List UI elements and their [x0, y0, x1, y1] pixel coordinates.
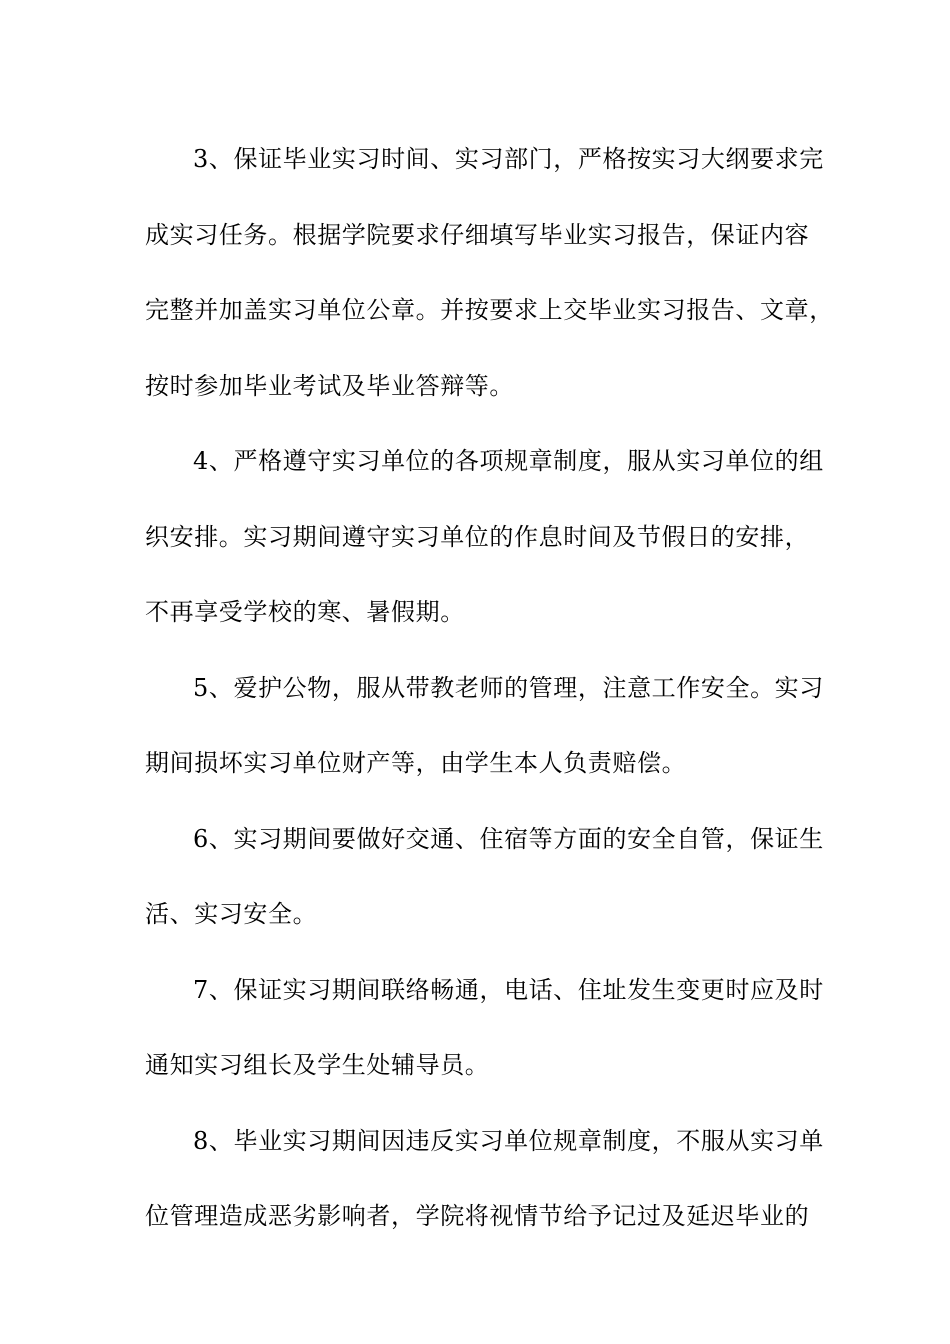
paragraph-3-line-3: 完整并加盖实习单位公章。并按要求上交毕业实习报告、文章，	[145, 296, 834, 324]
paragraph-3-line-4: 按时参加毕业考试及毕业答辩等。	[145, 371, 514, 400]
paragraph-8-line-2: 位管理造成恶劣影响者，学院将视情节给予记过及延迟毕业的	[145, 1202, 810, 1230]
paragraph-5-line-2: 期间损坏实习单位财产等，由学生本人负责赔偿。	[145, 749, 687, 777]
paragraph-7-line-1: 7、保证实习期间联络畅通，电话、住址发生变更时应及时	[193, 975, 824, 1004]
paragraph-4-line-2: 织安排。实习期间遵守实习单位的作息时间及节假日的安排，	[145, 522, 810, 551]
paragraph-3-line-2: 成实习任务。根据学院要求仔细填写毕业实习报告，保证内容	[145, 220, 810, 249]
paragraph-8-line-1: 8、毕业实习期间因违反实习单位规章制度，不服从实习单	[193, 1126, 824, 1155]
paragraph-6-line-1: 6、实习期间要做好交通、住宿等方面的安全自管，保证生	[193, 824, 824, 853]
paragraph-7-line-2: 通知实习组长及学生处辅导员。	[145, 1051, 490, 1079]
paragraph-6-line-2: 活、实习安全。	[145, 900, 318, 928]
paragraph-5-line-1: 5、爱护公物，服从带教老师的管理，注意工作安全。实习	[193, 673, 824, 702]
paragraph-4-line-3: 不再享受学校的寒、暑假期。	[145, 598, 465, 626]
document-body	[145, 122, 834, 1255]
paragraph-3-line-1: 3、保证毕业实习时间、实习部门，严格按实习大纲要求完	[193, 145, 824, 173]
paragraph-4-line-1: 4、严格遵守实习单位的各项规章制度，服从实习单位的组	[193, 447, 824, 475]
